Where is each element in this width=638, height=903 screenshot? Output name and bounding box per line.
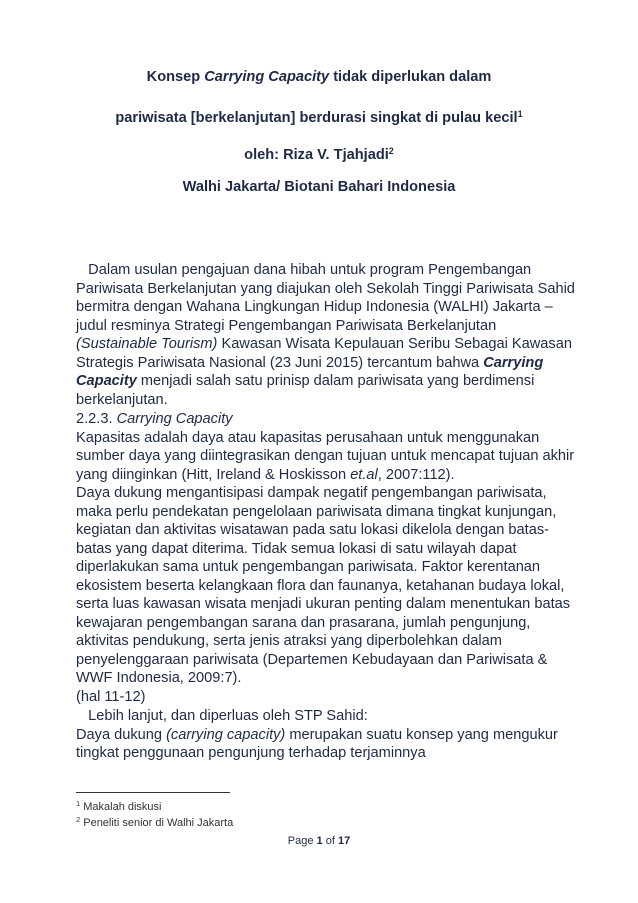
title-line-1 — [0, 68, 638, 86]
paragraph-continued — [76, 707, 576, 763]
title-term: Carrying Capacity — [204, 69, 330, 85]
affiliation-line — [0, 178, 638, 196]
section-page-ref: (hal 11-12) — [76, 688, 146, 705]
continued-line-2 — [76, 726, 576, 763]
intro-text-a: Dalam usulan pengajuan dana hibah untuk program Pengembangan Pariwisata Berkelanjutan yang diajukan oleh Sekolah Tinggi Pariwisata Sahid bermitra dengan Wahana Lingkungan Hidup Indonesia (WALHI) Jakarta – judul resminya Strategi Pengembangan Pariwisata Berkelanjutan — [76, 262, 579, 334]
section-title: Carrying Capacity — [116, 411, 233, 427]
intro-text-c: Kawasan Wisata Kepulauan Seribu Sebagai Kawasan Strategis Pariwisata Nasional (23 Juni 2015) tercantum bahwa — [76, 336, 577, 371]
continued-text-c: merupakan suatu konsep yang mengukur tingkat penggunaan pengunjung terhadap terjaminnya — [76, 726, 558, 761]
continued-text-a: Daya dukung — [76, 726, 167, 743]
paragraph-intro — [76, 261, 579, 409]
footnote-ref-2[interactable]: 2 — [388, 146, 394, 156]
continued-term: (carrying capacity) — [166, 726, 286, 743]
footnote-1 — [76, 797, 162, 814]
section-para-1 — [76, 429, 576, 485]
footnote-separator — [76, 792, 230, 793]
intro-term-carrying: Carrying Capacity — [76, 354, 548, 389]
section-2-2-3 — [76, 410, 576, 706]
section-number: 2.2.3. — [76, 411, 117, 427]
footer-page-number: 1 — [316, 835, 323, 847]
footer-page-word: Page — [287, 835, 317, 847]
title-line-2-text: pariwisata [berkelanjutan] berdurasi singkat di pulau kecil — [115, 110, 518, 126]
title-text-a: Konsep — [146, 69, 205, 85]
footnote-2-text: Peneliti senior di Walhi Jakarta — [83, 817, 234, 829]
footnote-ref-1[interactable]: 1 — [517, 109, 523, 119]
section-para-1-a: Kapasitas adalah daya atau kapasitas perusahaan untuk menggunakan sumber daya yang diintegrasikan dengan tujuan untuk mencapat tujuan akhir yang diinginkan (Hitt, Ireland & Hoskisson — [76, 429, 575, 483]
section-para-2: Daya dukung mengantisipasi dampak negatif pengembangan pariwisata, maka perlu pendekatan pengelolaan pariwisata dimana tingkat kunjungan, kegiatan dan aktivitas wisatawan pada satu lokasi dikelola dengan batas-batas yang dapat diterima. Tidak semua lokasi di satu wilayah dapat diperlakukan sama untuk pengembangan pariwisata. Faktor kerentanan ekosistem beserta kelangkaan flora dan faunanya, ketahanan budaya lokal, serta luas kawasan wisata menjadi ukuran penting dalam menentukan batas kewajaran pengembangan sarana dan prasarana, jumlah pengunjung, aktivitas pendukung, serta jenis atraksi yang diperbolehkan dalam penyelenggaraan pariwisata (Departemen Kebudayaan dan Pariwisata & WWF Indonesia, 2009:7). — [76, 485, 571, 686]
title-line-2 — [0, 105, 638, 127]
footnote-2 — [76, 813, 233, 830]
author-name: oleh: Riza V. Tjahjadi — [244, 147, 389, 163]
intro-term-sustainable: (Sustainable Tourism) — [76, 336, 218, 352]
footer-total-pages: 17 — [337, 835, 351, 847]
footnote-1-text: Makalah diskusi — [83, 801, 162, 813]
section-para-1-c: , 2007:112). — [377, 466, 455, 483]
title-text-c: tidak diperlukan dalam — [329, 69, 492, 85]
footnote-2-number: 2 — [76, 815, 81, 824]
affiliation: Walhi Jakarta/ Biotani Bahari Indonesia — [182, 179, 456, 195]
section-heading — [76, 410, 576, 429]
page-footer — [0, 835, 638, 847]
intro-text-e: menjadi salah satu prinisp dalam pariwisata yang berdimensi berkelanjutan. — [76, 373, 539, 408]
footnote-1-number: 1 — [76, 799, 81, 808]
section-para-1-etal: et.al — [350, 466, 378, 483]
continued-line-1: Lebih lanjut, dan diperluas oleh STP Sahid: — [76, 708, 368, 724]
author-line — [0, 142, 638, 164]
footer-of-word: of — [322, 835, 338, 847]
